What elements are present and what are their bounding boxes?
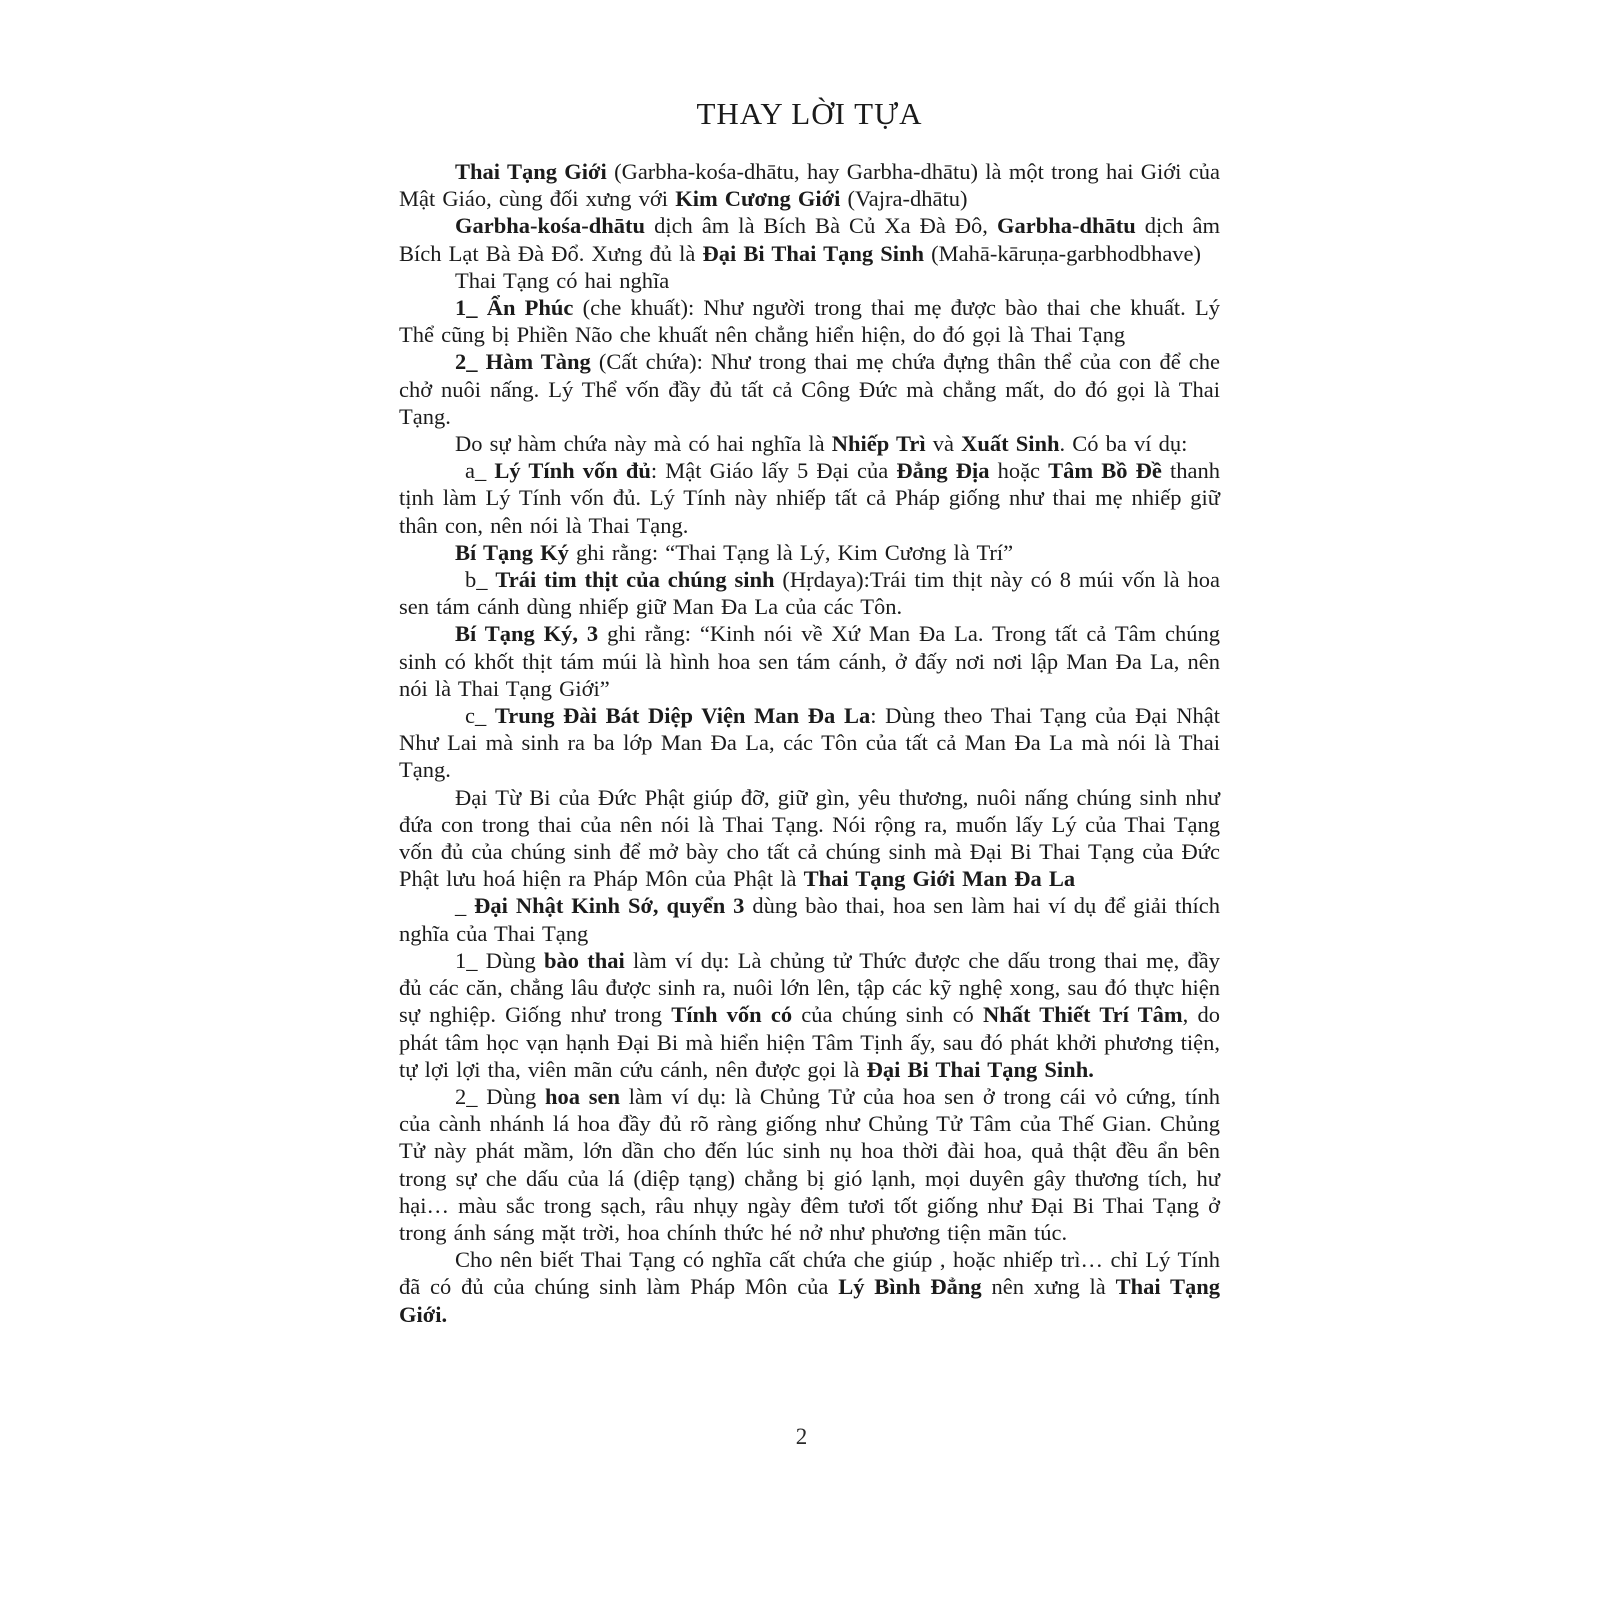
text-segment: 2_ Dùng — [455, 1083, 545, 1109]
bold-text-segment: Bí Tạng Ký — [455, 539, 569, 565]
text-segment: : Mật Giáo lấy 5 Đại của — [650, 458, 897, 484]
paragraph — [399, 702, 1220, 784]
text-segment: (Garbha-kośa-dhātu, hay Garbha-dhātu) là một trong hai Giới của Mật Giáo, cùng đối xưng với — [399, 159, 1220, 212]
bold-text-segment: Thai Tạng Giới Man Đa La — [803, 866, 1076, 892]
text-segment: (Mahā-kāruṇa-garbhodbhave) — [924, 240, 1202, 266]
text-segment: Đại Từ Bi của Đức Phật giúp đỡ, giữ gìn, yêu thương, nuôi nấng chúng sinh như đứa con trong thai của nên nói là Thai Tạng. Nói rộng ra, muốn lấy Lý của Thai Tạng vốn đủ của chúng sinh để mở bày cho tất cả chúng sinh mà Đại Bi Thai Tạng của Đức Phật lưu hoá hiện ra Pháp Môn của Phật là — [399, 784, 1220, 892]
bold-text-segment: Tính vốn có — [671, 1002, 793, 1028]
text-segment: làm ví dụ: là Chủng Tử của hoa sen ở trong cái vỏ cứng, tính của cành nhánh lá hoa đầy đủ rõ ràng giống như Chủng Tử Tâm của Thế Gian. Chủng Tử này phát mầm, lớn dần cho đến lúc sinh nụ hoa thời đài hoa, quả thật đều ẩn bên trong sự che dấu của lá (diệp tạng) chẳng bị gió lạnh, mọi duyên gây thương tích, hư hại… màu sắc trong sạch, râu nhụy ngày đêm tươi tốt giống như Đại Bi Thai Tạng ở trong ánh sáng mặt trời, hoa chính thức hé nở như phương tiện mãn túc. — [399, 1083, 1220, 1245]
bold-text-segment: Garbha-dhātu — [996, 213, 1136, 239]
text-segment: (Hṛdaya):Trái tim thịt này có 8 múi vốn là hoa sen tám cánh dùng nhiếp giữ Man Đa La của các Tôn. — [399, 567, 1221, 620]
paragraph — [399, 539, 1220, 566]
paragraphs — [399, 158, 1220, 1328]
bold-text-segment: hoa sen — [544, 1083, 620, 1109]
bold-text-segment: Đại Bi Thai Tạng Sinh — [702, 240, 925, 266]
paragraph — [399, 1246, 1220, 1328]
text-segment: : Dùng theo Thai Tạng của Đại Nhật Như Lai mà sinh ra ba lớp Man Đa La, các Tôn của tất cả Man Đa La mà nói là Thai Tạng. — [399, 703, 1220, 783]
text-segment: nên xưng là — [981, 1274, 1116, 1300]
text-segment: làm ví dụ: Là chủng tử Thức được che dấu trong thai mẹ, đầy đủ các căn, chẳng lâu được sinh ra, nuôi lớn lên, tập các kỹ nghệ xong, sau đó thực hiện sự nghiệp. Giống như trong — [399, 947, 1221, 1028]
page-number: 2 — [795, 1424, 808, 1449]
bold-text-segment: Thai Tạng Giới. — [399, 1274, 1221, 1327]
bold-text-segment: bào thai — [544, 947, 625, 973]
text-segment: _ — [455, 893, 475, 919]
text-segment: , do phát tâm học vạn hạnh Đại Bi mà hiển hiện Tâm Tịnh ấy, sau đó phát khởi phương tiện, tự lợi lợi tha, viên mãn cứu cánh, nên được gọi là — [399, 1002, 1220, 1082]
paragraph — [399, 212, 1220, 266]
text-segment: dịch âm là Bích Bà Củ Xa Đà Đô, — [645, 213, 997, 239]
bold-text-segment: 1_ Ẩn Phúc — [455, 295, 574, 321]
paragraph — [399, 947, 1220, 1083]
bold-text-segment: Kim Cương Giới — [675, 186, 841, 212]
text-segment: dùng bào thai, hoa sen làm hai ví dụ để giải thích nghĩa của Thai Tạng — [399, 893, 1220, 946]
text-column — [399, 96, 1220, 1328]
paragraph — [399, 430, 1220, 457]
text-segment: . Có ba ví dụ: — [1059, 431, 1188, 457]
bold-text-segment: Xuất Sinh — [961, 431, 1060, 457]
text-segment: của chúng sinh có — [792, 1002, 983, 1028]
paragraph — [399, 1083, 1220, 1246]
bold-text-segment: Trái tim thịt của chúng sinh — [495, 567, 775, 593]
text-segment: a_ — [465, 458, 495, 484]
text-segment: Thai Tạng có hai nghĩa — [455, 267, 670, 293]
text-segment: Cho nên biết Thai Tạng có nghĩa cất chứa che giúp , hoặc nhiếp trì… chỉ Lý Tính đã có đủ của chúng sinh làm Pháp Môn của — [399, 1247, 1220, 1300]
text-segment: (che khuất): Như người trong thai mẹ được bào thai che khuất. Lý Thể cũng bị Phiền Não che khuất nên chẳng hiển hiện, do đó gọi là Thai Tạng — [399, 295, 1220, 348]
bold-text-segment: Tâm Bồ Đề — [1048, 458, 1162, 484]
text-segment: ghi rằng: “Kinh nói về Xứ Man Đa La. Trong tất cả Tâm chúng sinh có khốt thịt tám múi là hình hoa sen tám cánh, ở đấy nơi nơi lập Man Đa La, nên nói là Thai Tạng Giới” — [399, 621, 1221, 701]
bold-text-segment: Lý Bình Đẳng — [838, 1274, 982, 1300]
text-segment: Do sự hàm chứa này mà có hai nghĩa là — [455, 431, 832, 457]
text-segment: b_ — [465, 567, 496, 593]
bold-text-segment: Nhiếp Trì — [831, 431, 926, 457]
text-segment: (Vajra-dhātu) — [840, 186, 968, 212]
text-segment: c_ — [465, 703, 495, 729]
bold-text-segment: Garbha-kośa-dhātu — [455, 213, 646, 239]
bold-text-segment: Thai Tạng Giới — [455, 159, 607, 184]
bold-text-segment: Trung Đài Bát Diệp Viện Man Đa La — [494, 703, 871, 729]
text-segment: (Cất chứa): Như trong thai mẹ chứa đựng thân thể của con để che chở nuôi nấng. Lý Thể vốn đầy đủ tất cả Công Đức mà chẳng mất, do đó gọi là Thai Tạng. — [399, 349, 1221, 429]
paragraph — [399, 158, 1220, 212]
paragraph — [399, 620, 1220, 702]
paragraph — [399, 294, 1220, 348]
bold-text-segment: Đẳng Địa — [896, 458, 990, 484]
paragraph — [399, 892, 1220, 946]
paragraph — [399, 457, 1220, 539]
page-title: THAY LỜI TỰA — [696, 96, 923, 131]
text-segment: thanh tịnh làm Lý Tính vốn đủ. Lý Tính này nhiếp tất cả Pháp giống như thai mẹ nhiếp giữ thân con, nên nói là Thai Tạng. — [399, 458, 1220, 538]
paragraph — [399, 348, 1220, 430]
bold-text-segment: Đại Nhật Kinh Sớ, quyển 3 — [474, 893, 745, 919]
text-segment: 1_ Dùng — [455, 947, 544, 973]
text-segment: ghi rằng: “Thai Tạng là Lý, Kim Cương là Trí” — [568, 539, 1014, 565]
bold-text-segment: Đại Bi Thai Tạng Sinh. — [866, 1056, 1094, 1082]
bold-text-segment: Bí Tạng Ký, 3 — [455, 621, 599, 647]
text-segment: dịch âm Bích Lạt Bà Đà Đổ. Xưng đủ là — [399, 213, 1220, 266]
text-segment: và — [925, 431, 962, 457]
text-segment: hoặc — [989, 458, 1049, 484]
paragraph — [399, 784, 1220, 893]
paragraph — [399, 267, 1220, 294]
bold-text-segment: Lý Tính vốn đủ — [494, 458, 651, 484]
bold-text-segment: Nhất Thiết Trí Tâm — [983, 1002, 1183, 1028]
bold-text-segment: 2_ Hàm Tàng — [455, 349, 591, 375]
paragraph — [399, 566, 1220, 620]
